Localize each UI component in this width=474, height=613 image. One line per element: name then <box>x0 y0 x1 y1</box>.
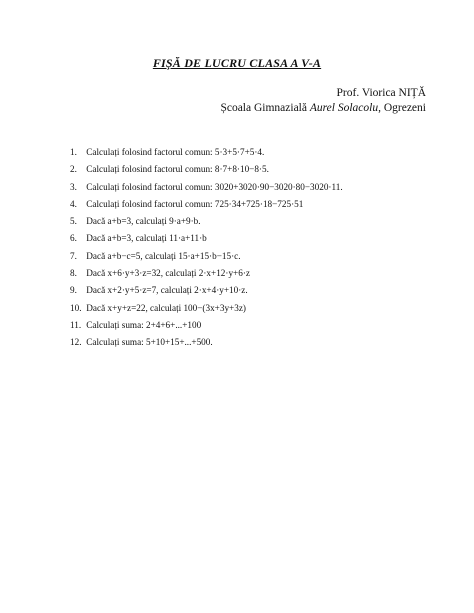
exercise-item <box>70 215 450 232</box>
school-suffix: , Ogrezeni <box>378 102 426 114</box>
exercise-list <box>70 146 450 354</box>
worksheet-title: FIȘĂ DE LUCRU CLASA A V-A <box>152 56 322 70</box>
exercise-item <box>70 319 450 336</box>
exercise-text: Dacă a+b=3, calculați 9·a+9·b. <box>84 216 201 227</box>
exercise-text: Calculați folosind factorul comun: 725·34+725·18−725·51 <box>84 198 304 209</box>
exercise-item <box>70 198 450 215</box>
exercise-text: Calculați folosind factorul comun: 8·7+8·10−8·5. <box>84 164 269 175</box>
exercise-number: 6. <box>70 233 77 244</box>
exercise-number: 9. <box>70 285 77 296</box>
exercise-number: 2. <box>70 164 77 175</box>
exercise-item <box>70 302 450 319</box>
exercise-number: 11. <box>70 319 82 330</box>
exercise-text: Dacă x+6·y+3·z=32, calculați 2·x+12·y+6·z <box>84 268 250 279</box>
exercise-item <box>70 146 450 163</box>
school-line <box>220 101 426 116</box>
exercise-number: 4. <box>70 198 77 209</box>
exercise-item <box>70 181 450 198</box>
author-block <box>220 86 426 116</box>
exercise-text: Dacă x+2·y+5·z=7, calculați 2·x+4·y+10·z. <box>84 285 248 296</box>
exercise-item <box>70 267 450 284</box>
exercise-number: 5. <box>70 216 77 227</box>
exercise-text: Calculați suma: 5+10+15+...+500. <box>84 337 213 348</box>
author-name: Prof. Viorica NIȚĂ <box>336 87 426 99</box>
exercise-text: Dacă a+b−c=5, calculați 15·a+15·b−15·c. <box>84 250 241 261</box>
exercise-text: Dacă a+b=3, calculați 11·a+11·b <box>84 233 207 244</box>
exercise-number: 1. <box>70 147 77 157</box>
exercise-item <box>70 232 450 249</box>
exercise-number: 10. <box>70 302 82 313</box>
exercise-number: 7. <box>70 250 77 261</box>
exercise-item <box>70 250 450 267</box>
exercise-text: Calculați folosind factorul comun: 3020+3020·90−3020·80−3020·11. <box>84 181 343 192</box>
exercise-item <box>70 163 450 180</box>
exercise-item <box>70 284 450 301</box>
school-name: Aurel Solacolu <box>309 102 379 114</box>
exercise-text: Calculați suma: 2+4+6+...+100 <box>84 319 202 330</box>
exercise-item <box>70 336 450 353</box>
exercise-number: 8. <box>70 268 77 279</box>
exercise-text: Calculați folosind factorul comun: 5·3+5·7+5·4. <box>84 147 265 157</box>
exercise-text: Dacă x+y+z=22, calculați 100−(3x+3y+3z) <box>84 302 246 313</box>
exercise-number: 12. <box>70 337 82 348</box>
school-prefix: Școala Gimnazială <box>220 102 307 114</box>
exercise-number: 3. <box>70 181 77 192</box>
